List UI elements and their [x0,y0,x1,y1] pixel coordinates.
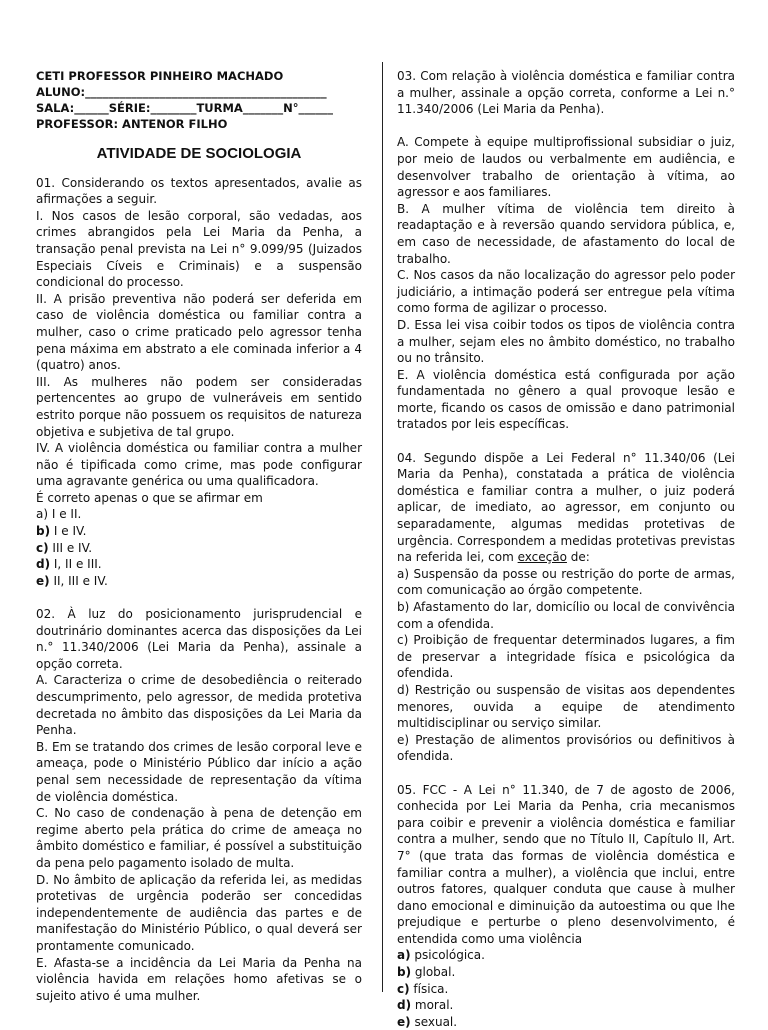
page-title: ATIVIDADE DE SOCIOLOGIA [96,145,302,162]
option-d: d) Restrição ou suspensão de visitas aos dependentes menores, ouvida a equipe de atendimento multidisciplinar ou serviço similar. [397,682,735,731]
question-3-stem: 03. Com relação à violência doméstica e familiar contra a mulher, assinale a opção correta, conforme a Lei n.° 11.340/2006 (Lei Maria da Penha). [397,69,735,117]
option-a: a) Suspensão da posse ou restrição do porte de armas, com comunicação ao órgão competente. [397,566,735,598]
option-d: D. No âmbito de aplicação da referida lei, as medidas protetivas de urgência poderão ser concedidas independentemente de audiência das partes e de manifestação do Ministério Público, o qual deverá ser prontamente comunicado. [36,872,362,953]
option-d: D. Essa lei visa coibir todos os tipos de violência contra a mulher, sejam eles no âmbito doméstico, no trabalho ou no trânsito. [397,317,735,366]
left-column [36,68,362,1004]
option-b: B. A mulher vítima de violência tem direito à readaptação e à reversão quando servidora pública, e, em caso de necessidade, de afastamento do local de trabalho. [397,201,735,266]
option-b: b) Afastamento do lar, domicílio ou local de convivência com a ofendida. [397,600,735,631]
statement-ii: II. A prisão preventiva não poderá ser deferida em caso de violência doméstica ou familiar contra a mulher, caso o crime praticado pelo agressor tenha pena máxima em abstrato a ele cominada inferior a 4 (quatro) anos. [36,291,362,373]
question-4 [397,450,735,765]
option-a: A. Caracteriza o crime de desobediência o reiterado descumprimento, pelo agressor, de medida protetiva decretada no âmbito das disposições da Lei Maria da Penha. [36,673,362,738]
option-e: e) Prestação de alimentos provisórios ou definitivos à ofendida. [397,732,735,764]
question-5 [397,782,735,1030]
option-c: c) Proibição de frequentar determinados lugares, a fim de preservar a integridade física e psicológica da ofendida. [397,633,735,681]
question-1 [36,175,362,590]
question-1-prompt: É correto apenas o que se afirmar em [36,490,263,505]
option-e: E. A violência doméstica está configurada por ação fundamentada no gênero a qual provoque lesão e morte, ficando os casos de omissão e dano patrimonial tratados por leis específicas. [397,367,735,432]
option-c: C. Nos casos da não localização do agressor pelo poder judiciário, a intimação poderá ser entregue pela vítima como forma de agilizar o processo. [397,268,735,316]
class-info-line: SALA:______SÉRIE:________TURMA_______N°______ [36,101,333,115]
statement-i: I. Nos casos de lesão corporal, são vedadas, aos crimes abrangidos pela Lei Maria da Penha, a transação penal prevista na Lei n° 9.099/95 (Juizados Especiais Cíveis e Criminais) e a suspensão condicional do processo. [36,208,362,290]
question-4-stem: 04. Segundo dispõe a Lei Federal n° 11.340/06 (Lei Maria da Penha), constatada a prática de violência doméstica e familiar contra a mulher, o juiz poderá aplicar, de imediato, ao agressor, em conjunto ou separadamente, algumas medidas protetivas de urgência. Correspondem a medidas protetivas previstas na referida lei, com exceção de: [397,450,735,565]
option-b: b) I e IV. [36,524,87,539]
option-e: e) sexual. [397,1014,458,1029]
option-a: a) I e II. [36,507,82,522]
school-name: CETI PROFESSOR PINHEIRO MACHADO [36,69,284,83]
question-2 [36,606,362,1004]
option-d: d) moral. [397,998,454,1013]
teacher-name: PROFESSOR: ANTENOR FILHO [36,117,228,131]
question-3 [397,68,735,433]
option-c: c) física. [397,981,449,996]
question-2-stem: 02. À luz do posicionamento jurisprudencial e doutrinário dominantes acerca das disposições da Lei n.° 11.340/2006 (Lei Maria da Penha), assinale a opção correta. [36,607,362,671]
column-divider [382,62,383,992]
option-a: a) psicológica. [397,948,485,963]
option-b: B. Em se tratando dos crimes de lesão corporal leve e ameaça, pode o Ministério Público dar início a ação penal sem necessidade de representação da vítima de violência doméstica. [36,739,362,804]
right-column [397,68,735,1030]
student-name-line: ALUNO:__________________________________________ [36,85,327,99]
worksheet-header [36,68,362,132]
option-d: d) I, II e III. [36,557,102,572]
option-c: C. No caso de condenação à pena de detenção em regime aberto pela prática do crime de ameaça no âmbito doméstico e familiar, é possível a substituição da pena pelo pagamento isolado de multa. [36,806,362,870]
exception-word: exceção [517,550,567,565]
option-e: e) II, III e IV. [36,573,108,588]
statement-iii: III. As mulheres não podem ser consideradas pertencentes ao grupo de vulneráveis em sentido estrito porque não possuem os requisitos de natureza objetiva e subjetiva de tal grupo. [36,374,362,439]
statement-iv: IV. A violência doméstica ou familiar contra a mulher não é tipificada como crime, mas pode configurar uma agravante genérica ou uma qualificadora. [36,441,362,489]
option-e: E. Afasta-se a incidência da Lei Maria da Penha na violência havida em relações homo afetivas se o sujeito ativo é uma mulher. [36,955,362,1003]
option-b: b) global. [397,965,456,980]
option-a: A. Compete à equipe multiprofissional subsidiar o juiz, por meio de laudos ou verbalmente em audiência, e desenvolver trabalho de orientação à vítima, ao agressor e aos familiares. [397,135,735,200]
question-5-stem: 05. FCC - A Lei n° 11.340, de 7 de agosto de 2006, conhecida por Lei Maria da Penha, cria mecanismos para coibir e prevenir a violência doméstica e familiar contra a mulher, sendo que no Título II, Capítulo II, Art. 7° (que trata das formas de violência doméstica e familiar contra a mulher), a violência que inclui, entre outros fatores, qualquer conduta que cause à mulher dano emocional e diminuição da autoestima ou que lhe prejudique e perturbe o pleno desenvolvimento, é entendida como uma violência [397,782,735,946]
option-c: c) III e IV. [36,540,93,555]
question-1-stem: 01. Considerando os textos apresentados, avalie as afirmações a seguir. [36,175,362,207]
